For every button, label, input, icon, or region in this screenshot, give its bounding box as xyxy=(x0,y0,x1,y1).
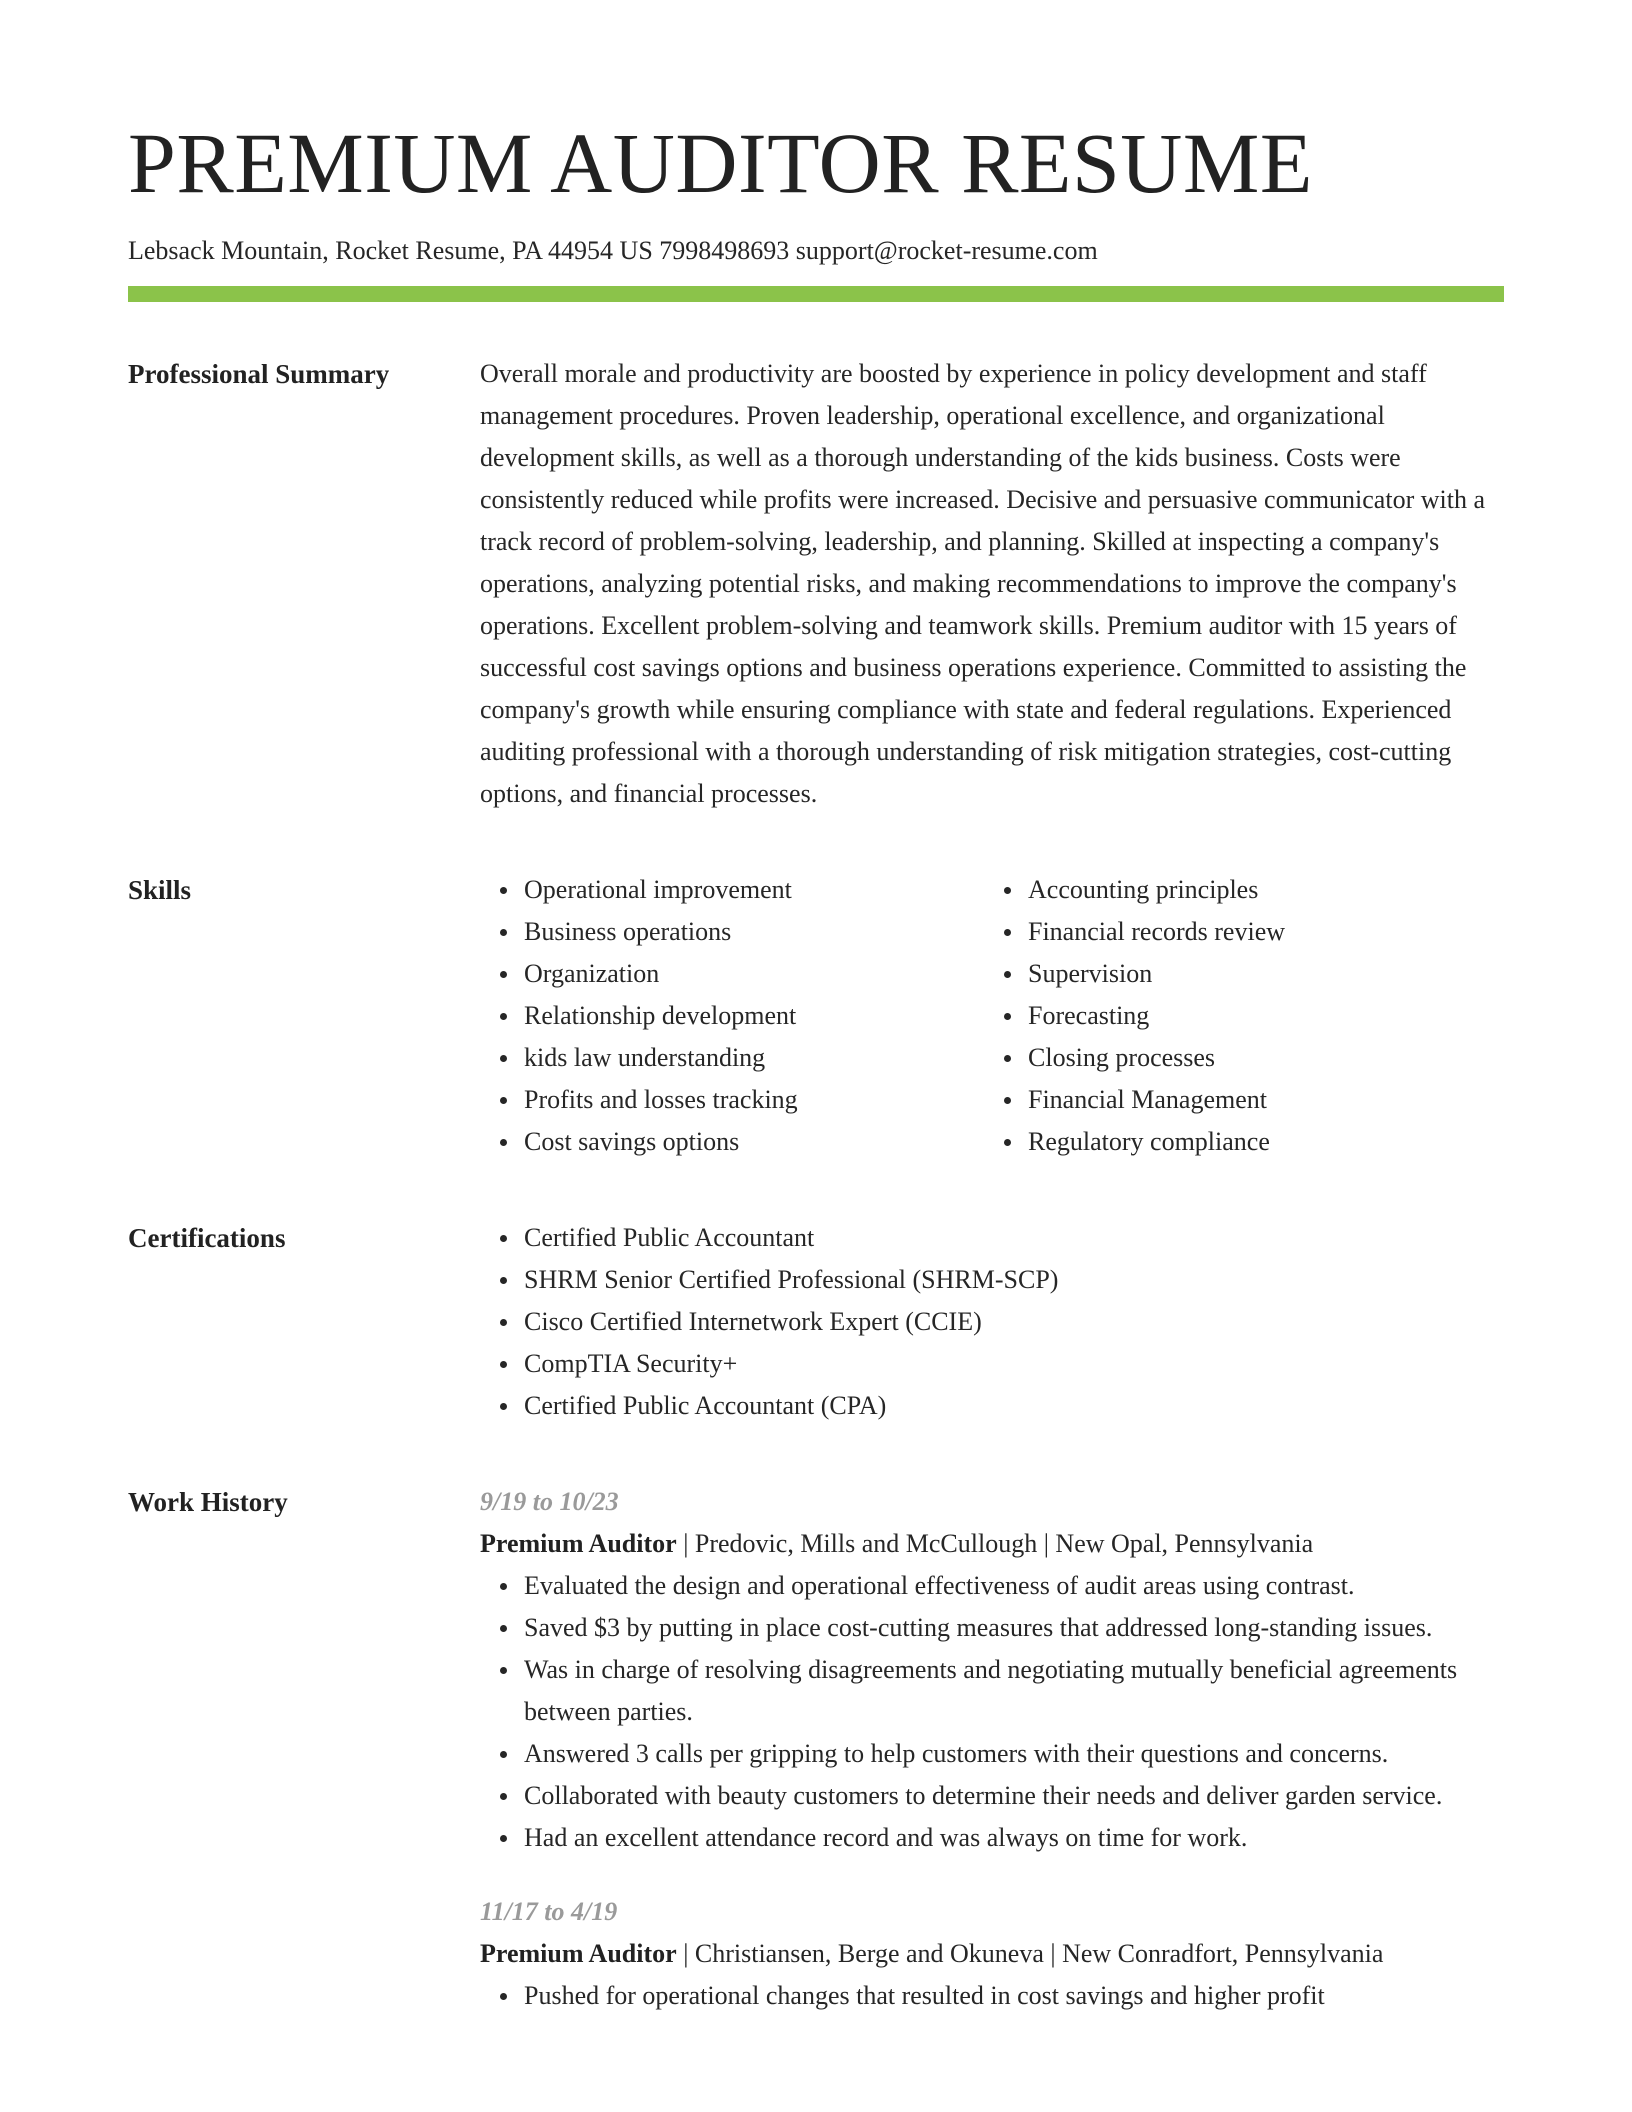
certification-item: CompTIA Security+ xyxy=(524,1343,1504,1385)
accent-divider xyxy=(128,286,1504,302)
job-title: Premium Auditor xyxy=(480,1529,677,1559)
section-label-work-history: Work History xyxy=(128,1487,288,1518)
skill-item: Profits and losses tracking xyxy=(524,1079,984,1121)
skills-column-left xyxy=(480,869,984,1163)
job-bullet: Answered 3 calls per gripping to help customers with their questions and concerns. xyxy=(524,1733,1504,1775)
job-bullets xyxy=(480,1565,1504,1859)
skill-item: kids law understanding xyxy=(524,1037,984,1079)
skill-item: Financial records review xyxy=(1028,911,1488,953)
work-history-section xyxy=(128,1481,1504,2017)
certification-item: Cisco Certified Internetwork Expert (CCIE) xyxy=(524,1301,1504,1343)
certifications-list xyxy=(480,1217,1504,1427)
job-dates: 11/17 to 4/19 xyxy=(480,1897,618,1927)
skills-list-left xyxy=(480,869,984,1163)
certifications-section xyxy=(128,1217,1504,1427)
certification-item: Certified Public Accountant (CPA) xyxy=(524,1385,1504,1427)
summary-text: Overall morale and productivity are boosted by experience in policy development and staff management procedures. Proven leadership, operational excellence, and organizational development skills, as well as a thorough understanding of the kids business. Costs were consistently reduced while profits were increased. Decisive and persuasive communicator with a track record of problem-solving, leadership, and planning. Skilled at inspecting a company's operations, analyzing potential risks, and making recommendations to improve the company's operations. Excellent problem-solving and teamwork skills. Premium auditor with 15 years of successful cost savings options and business operations experience. Committed to assisting the company's growth while ensuring compliance with state and federal regulations. Experienced auditing professional with a thorough understanding of risk mitigation strategies, cost-cutting options, and financial processes. xyxy=(480,359,1485,809)
skill-item: Business operations xyxy=(524,911,984,953)
skill-item: Cost savings options xyxy=(524,1121,984,1163)
job-dates: 9/19 to 10/23 xyxy=(480,1487,619,1517)
work-history-body xyxy=(480,1481,1504,2017)
professional-summary-section xyxy=(128,353,1504,815)
skill-item: Closing processes xyxy=(1028,1037,1488,1079)
section-label-certifications: Certifications xyxy=(128,1223,286,1254)
summary-body xyxy=(480,353,1504,815)
skill-item: Supervision xyxy=(1028,953,1488,995)
job-bullet: Evaluated the design and operational effectiveness of audit areas using contrast. xyxy=(524,1565,1504,1607)
job-company-location: | Predovic, Mills and McCullough | New Opal, Pennsylvania xyxy=(676,1529,1314,1559)
certifications-body xyxy=(480,1217,1504,1427)
skills-grid xyxy=(480,869,1504,1163)
job-entry xyxy=(480,1481,1504,1859)
skills-column-right xyxy=(984,869,1488,1163)
section-label-summary: Professional Summary xyxy=(128,359,390,390)
job-bullets xyxy=(480,1975,1504,2017)
job-bullet: Collaborated with beauty customers to determine their needs and deliver garden service. xyxy=(524,1775,1504,1817)
contact-line: Lebsack Mountain, Rocket Resume, PA 44954 US 7998498693 support@rocket-resume.com xyxy=(128,236,1098,265)
skills-list-right xyxy=(984,869,1488,1163)
job-bullet: Had an excellent attendance record and was always on time for work. xyxy=(524,1817,1504,1859)
skill-item: Regulatory compliance xyxy=(1028,1121,1488,1163)
job-heading xyxy=(480,1933,1504,1975)
skill-item: Accounting principles xyxy=(1028,869,1488,911)
job-company-location: | Christiansen, Berge and Okuneva | New Conradfort, Pennsylvania xyxy=(676,1939,1384,1969)
skill-item: Relationship development xyxy=(524,995,984,1037)
skills-section xyxy=(128,869,1504,1163)
resume-title: PREMIUM AUDITOR RESUME xyxy=(128,115,1313,211)
certification-item: Certified Public Accountant xyxy=(524,1217,1504,1259)
job-bullet: Saved $3 by putting in place cost-cutting measures that addressed long-standing issues. xyxy=(524,1607,1504,1649)
job-bullet: Was in charge of resolving disagreements and negotiating mutually beneficial agreements between parties. xyxy=(524,1649,1504,1733)
job-bullet: Pushed for operational changes that resulted in cost savings and higher profit xyxy=(524,1975,1504,2017)
job-title: Premium Auditor xyxy=(480,1939,677,1969)
certification-item: SHRM Senior Certified Professional (SHRM-SCP) xyxy=(524,1259,1504,1301)
job-entry xyxy=(480,1891,1504,2017)
section-label-skills: Skills xyxy=(128,875,192,906)
skill-item: Forecasting xyxy=(1028,995,1488,1037)
skill-item: Operational improvement xyxy=(524,869,984,911)
skill-item: Financial Management xyxy=(1028,1079,1488,1121)
job-heading xyxy=(480,1523,1504,1565)
skill-item: Organization xyxy=(524,953,984,995)
